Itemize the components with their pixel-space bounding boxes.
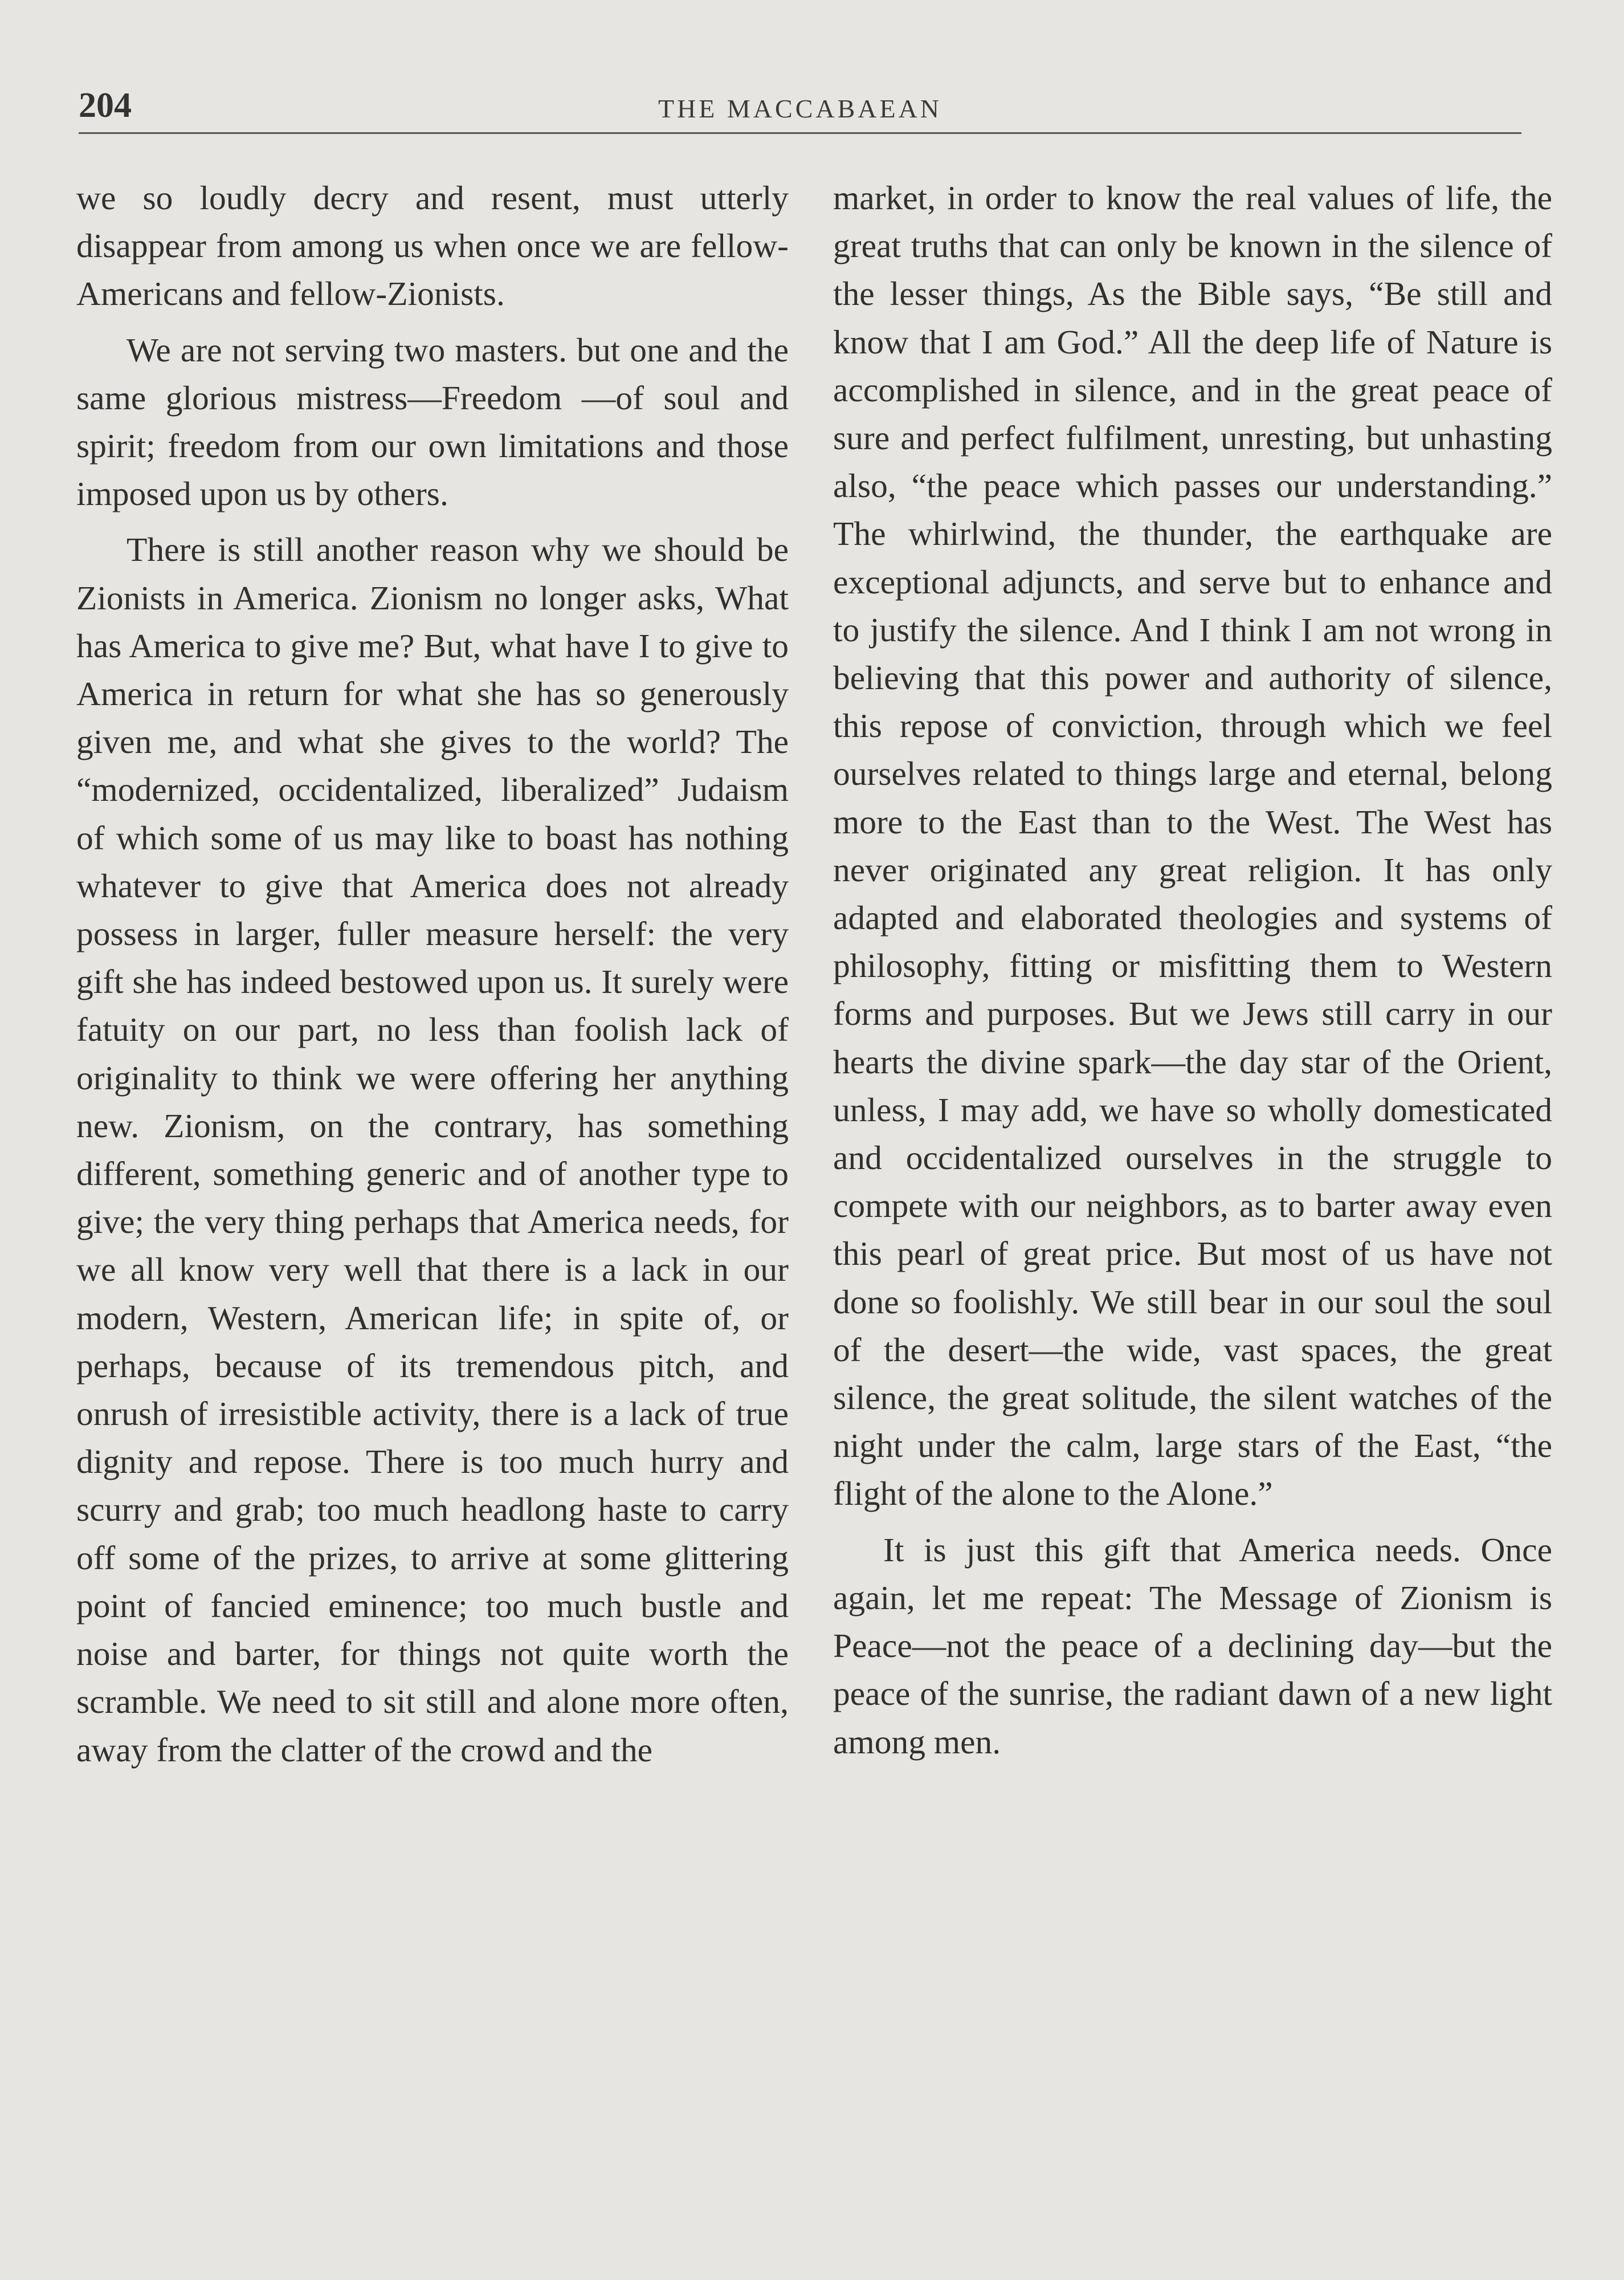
page-header xyxy=(79,85,1521,137)
left-column xyxy=(76,174,789,1782)
header-rule xyxy=(79,132,1521,134)
page-number: 204 xyxy=(79,86,132,125)
paragraph: We are not serving two masters. but one and the same glorious mistress—Freedom —of soul and spirit; freedom from our own limitations and those imposed upon us by others. xyxy=(76,331,789,513)
paragraph: There is still another reason why we should be Zionists in America. Zionism no longer asks, What has America to give me? But, what have I to give to America in return for what she has so generously given me, and what she gives to the world? The “modernized, occidentalized, liberalized” Judaism of which some of us may like to boast has nothing whatever to give that America does not already possess in larger, fuller measure herself: the very gift she has indeed bestowed upon us. It surely were fatuity on our part, no less than foolish lack of originality to think we were offering her anything new. Zionism, on the contrary, has something different, something generic and of another type to give; the very thing perhaps that America needs, for we all know very well that there is a lack in our modern, Western, American life; in spite of, or perhaps, because of its tremendous pitch, and onrush of irresistible activity, there is a lack of true dignity and repose. There is too much hurry and scurry and grab; too much headlong haste to carry off some of the prizes, to arrive at some glittering point of fancied eminence; too much bustle and noise and barter, for things not quite worth the scramble. We need to sit still and alone more often, away from the clatter of the crowd and the xyxy=(76,531,789,1769)
right-column xyxy=(833,174,1552,1774)
paragraph: we so loudly decry and resent, must utterly disappear from among us when once we are fellow-Americans and fellow-Zionists. xyxy=(76,179,789,313)
paragraph: It is just this gift that America needs. Once again, let me repeat: The Message of Zionism is Peace—not the peace of a declining day—but the peace of the sunrise, the radiant dawn of a new light among men. xyxy=(833,1530,1552,1761)
paragraph: market, in order to know the real values of life, the great truths that can only be known in the silence of the lesser things, As the Bible says, “Be still and know that I am God.” All the deep life of Nature is accomplished in silence, and in the great peace of sure and perfect fulfilment, unresting, but unhasting also, “the peace which passes our understanding.” The whirlwind, the thunder, the earthquake are exceptional adjuncts, and serve but to enhance and to justify the silence. And I think I am not wrong in believing that this power and authority of silence, this repose of conviction, through which we feel ourselves related to things large and eternal, belong more to the East than to the West. The West has never originated any great religion. It has only adapted and elaborated theologies and systems of philosophy, fitting or misfitting them to Western forms and purposes. But we Jews still carry in our hearts the divine spark—the day star of the Orient, unless, I may add, we have so wholly domesticated and occidentalized ourselves in the struggle to compete with our neighbors, as to barter away even this pearl of great price. But most of us have not done so foolishly. We still bear in our soul the soul of the desert—the wide, vast spaces, the great silence, the great solitude, the silent watches of the night under the calm, large stars of the East, “the flight of the alone to the Alone.” xyxy=(833,179,1552,1513)
running-title: THE MACCABAEAN xyxy=(658,94,942,123)
